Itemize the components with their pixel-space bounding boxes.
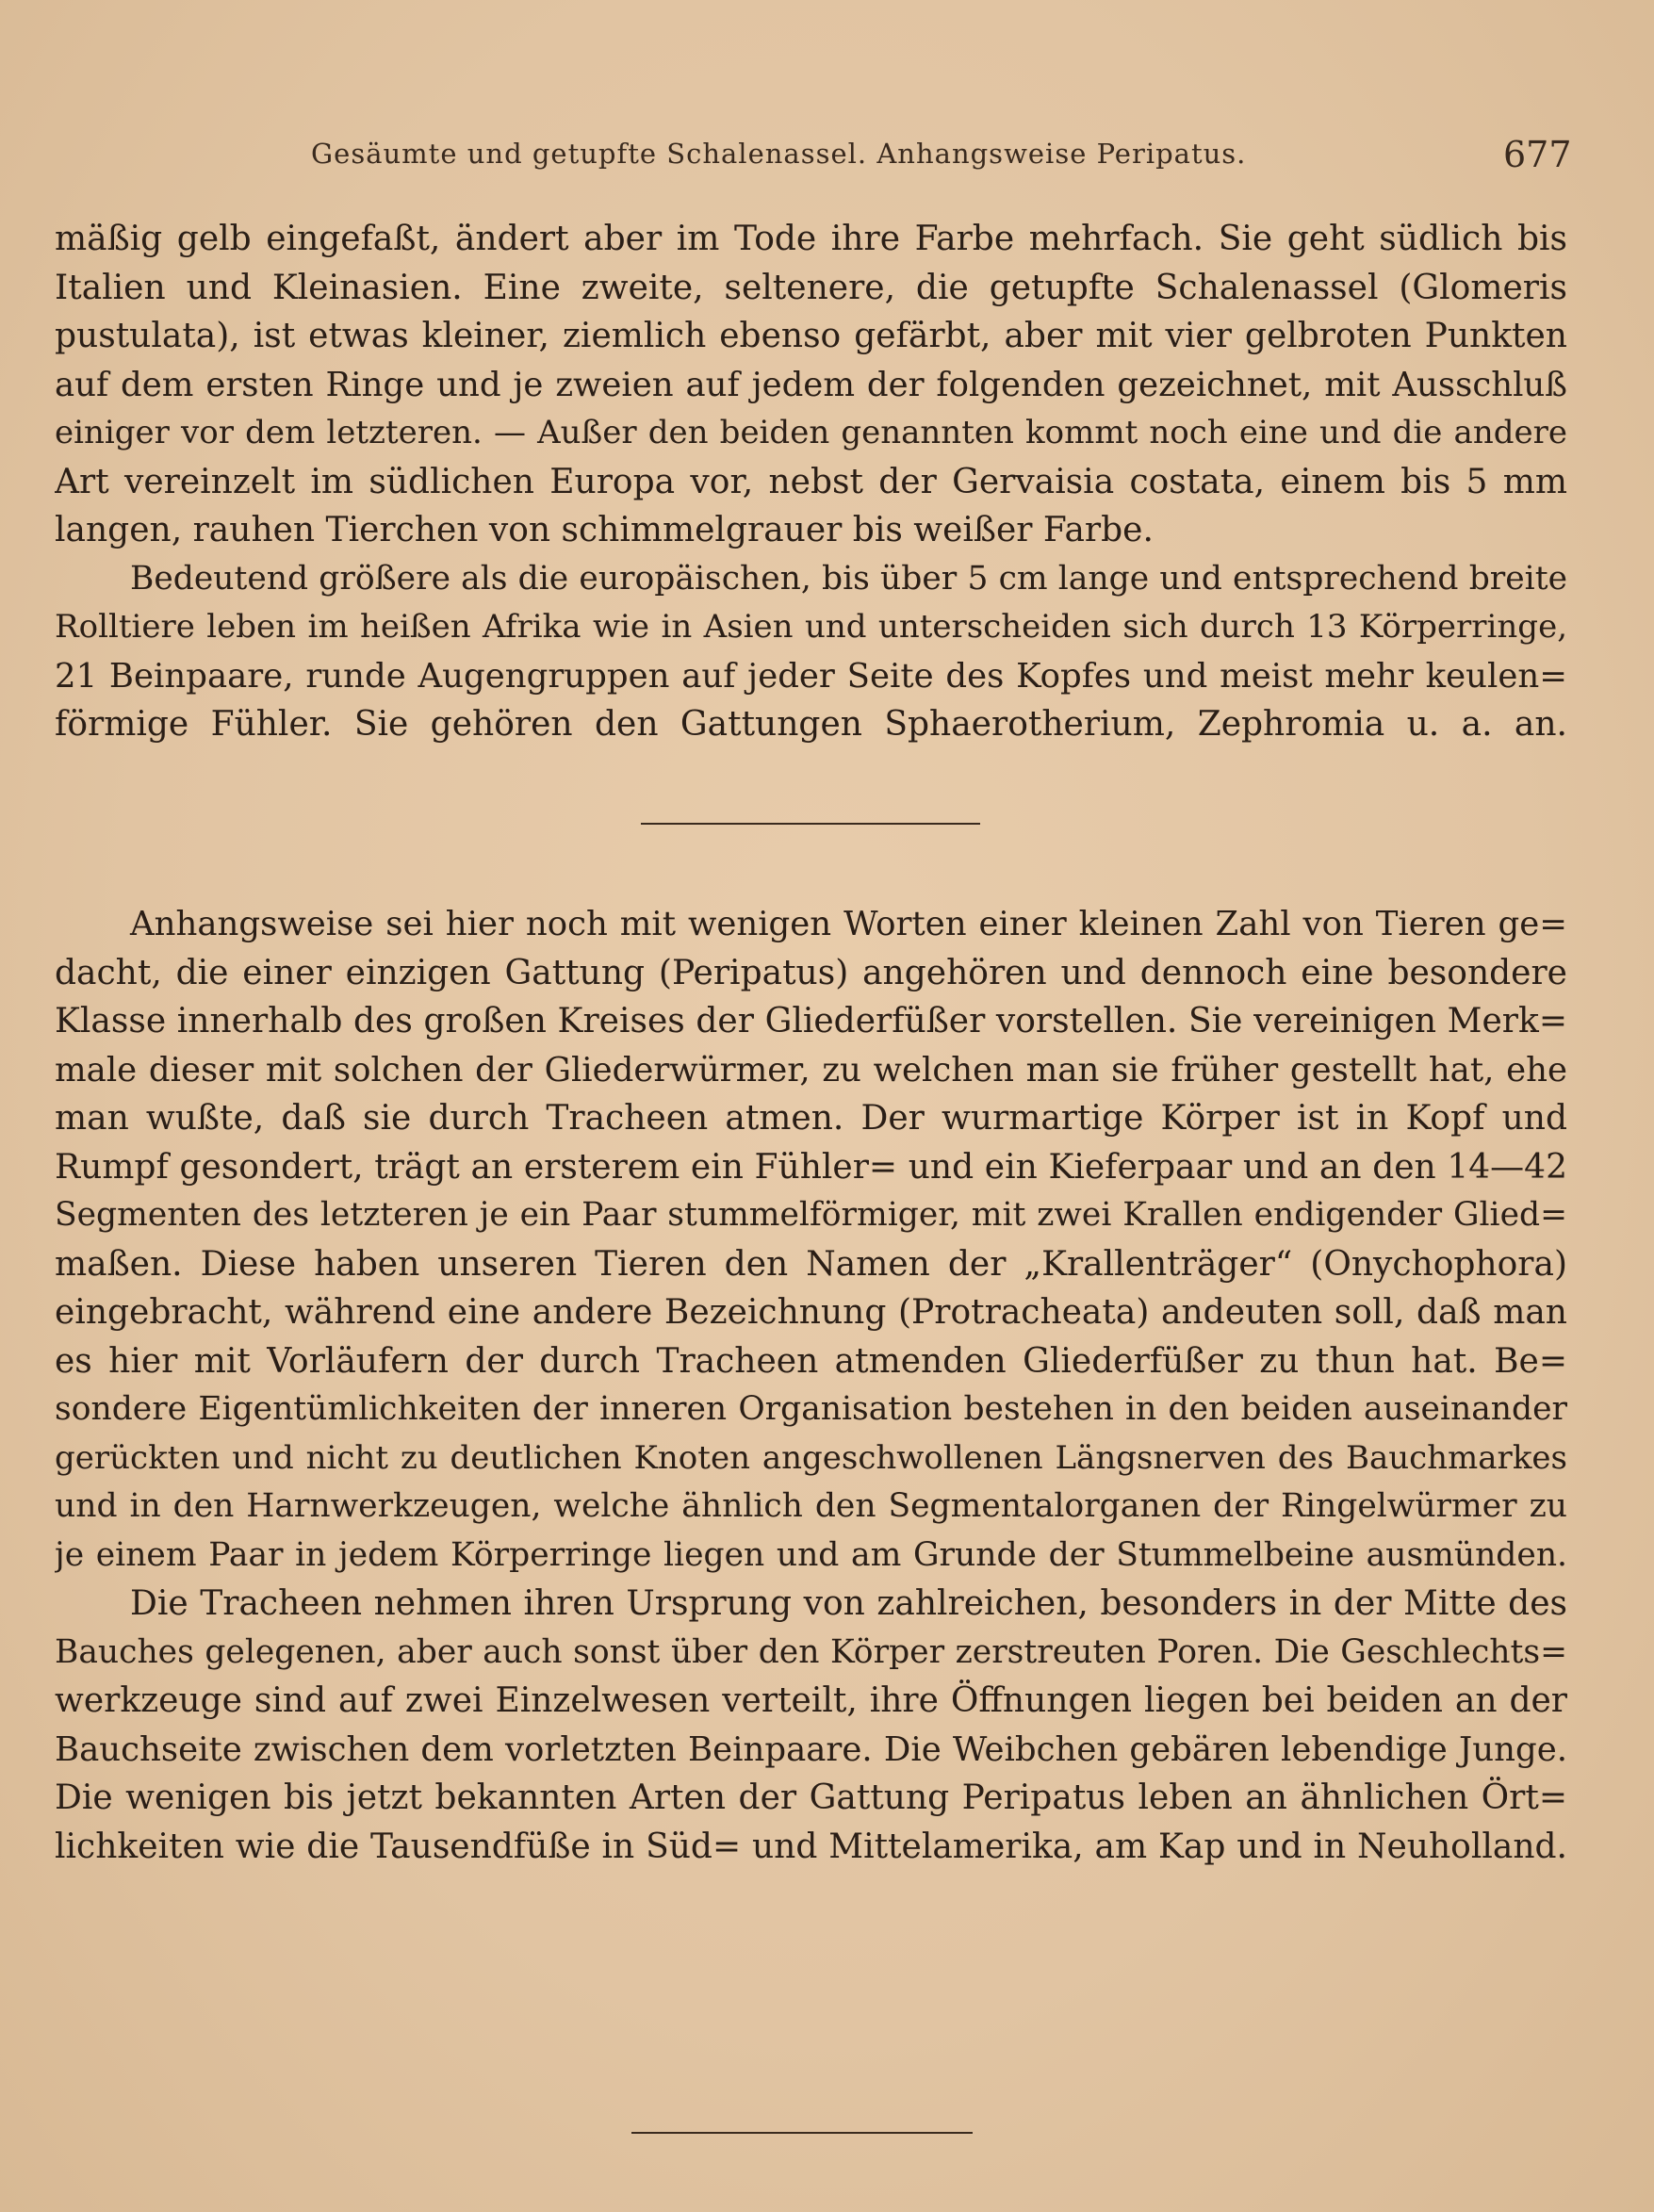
text-line: Bedeutend größere als die europäischen, bis über 5 cm lange und entsprechend breite: [130, 559, 1567, 598]
text-line: sondere Eigentümlichkeiten der inneren Organisation bestehen in den beiden auseinander: [55, 1390, 1567, 1428]
text-line: dacht, die einer einzigen Gattung (Peripatus) angehören und dennoch eine besondere: [55, 953, 1567, 992]
text-line: Art vereinzelt im südlichen Europa vor, nebst der Gervaisia costata, einem bis 5 mm: [55, 462, 1567, 501]
text-line: Rolltiere leben im heißen Afrika wie in Asien und unterscheiden sich durch 13 Körperringe,: [55, 608, 1567, 646]
text-line: Segmenten des letzteren je ein Paar stummelförmiger, mit zwei Krallen endigender Glied=: [55, 1196, 1567, 1234]
text-line: Die wenigen bis jetzt bekannten Arten der Gattung Peripatus leben an ähnlichen Ört=: [55, 1778, 1567, 1817]
text-line: langen, rauhen Tierchen von schimmelgrauer bis weißer Farbe.: [55, 511, 1154, 549]
text-line: auf dem ersten Ringe und je zweien auf jedem der folgenden gezeichnet, mit Ausschluß: [55, 365, 1567, 404]
text-line: Rumpf gesondert, trägt an ersterem ein Fühler= und ein Kieferpaar und an den 14—42: [55, 1147, 1567, 1187]
text-line: Die Tracheen nehmen ihren Ursprung von zahlreichen, besonders in der Mitte des: [130, 1584, 1567, 1623]
section-divider: [641, 823, 980, 825]
text-line: lichkeiten wie die Tausendfüße in Süd= und Mittelamerika, am Kap und in Neuholland.: [55, 1827, 1567, 1866]
text-line: Bauchseite zwischen dem vorletzten Beinpaare. Die Weibchen gebären lebendige Junge.: [55, 1729, 1567, 1769]
text-line: mäßig gelb eingefaßt, ändert aber im Tode ihre Farbe mehrfach. Sie geht südlich bis: [55, 220, 1567, 258]
text-line: Bauches gelegenen, aber auch sonst über den Körper zerstreuten Poren. Die Geschlechts=: [55, 1632, 1567, 1671]
text-line: Klasse innerhalb des großen Kreises der Gliederfüßer vorstellen. Sie vereinigen Merk=: [55, 1002, 1567, 1040]
text-line: male dieser mit solchen der Gliederwürmer, zu welchen man sie früher gestellt hat, ehe: [55, 1050, 1567, 1090]
text-line: es hier mit Vorläufern der durch Tracheen atmenden Gliederfüßer zu thun hat. Be=: [55, 1341, 1567, 1381]
text-line: eingebracht, während eine andere Bezeichnung (Protracheata) andeuten soll, daß man: [55, 1293, 1567, 1332]
page-end-rule: [631, 2132, 973, 2134]
text-line: maßen. Diese haben unseren Tieren den Namen der „Krallenträger“ (Onychophora): [55, 1244, 1567, 1284]
page-number: 677: [1503, 134, 1572, 175]
text-section-peripatus: [55, 900, 1567, 1871]
text-line: 21 Beinpaare, runde Augengruppen auf jeder Seite des Kopfes und meist mehr keulen=: [55, 656, 1567, 696]
text-line: man wußte, daß sie durch Tracheen atmen. Der wurmartige Körper ist in Kopf und: [55, 1099, 1567, 1138]
text-line: gerückten und nicht zu deutlichen Knoten angeschwollenen Längsnerven des Bauchmarkes: [55, 1438, 1567, 1477]
text-line: je einem Paar in jedem Körperringe liegen und am Grunde der Stummelbeine ausmünden.: [55, 1535, 1567, 1574]
text-line: Italien und Kleinasien. Eine zweite, seltenere, die getupfte Schalenassel (Glomeris: [55, 268, 1567, 307]
text-line: einiger vor dem letzteren. — Außer den beiden genannten kommt noch eine und die andere: [55, 414, 1567, 451]
text-line: Anhangsweise sei hier noch mit wenigen Worten einer kleinen Zahl von Tieren ge=: [130, 905, 1567, 943]
text-line: werkzeuge sind auf zwei Einzelwesen verteilt, ihre Öffnungen liegen bei beiden an der: [55, 1681, 1567, 1720]
text-line: und in den Harnwerkzeugen, welche ähnlich den Segmentalorganen der Ringelwürmer zu: [55, 1487, 1567, 1525]
text-section-glomeris: [55, 215, 1567, 749]
running-title: Gesäumte und getupfte Schalenassel. Anhangsweise Peripatus.: [311, 138, 1247, 170]
text-line: förmige Fühler. Sie gehören den Gattungen Sphaerotherium, Zephromia u. a. an.: [55, 705, 1567, 744]
text-line: pustulata), ist etwas kleiner, ziemlich ebenso gefärbt, aber mit vier gelbroten Punkten: [55, 317, 1567, 355]
